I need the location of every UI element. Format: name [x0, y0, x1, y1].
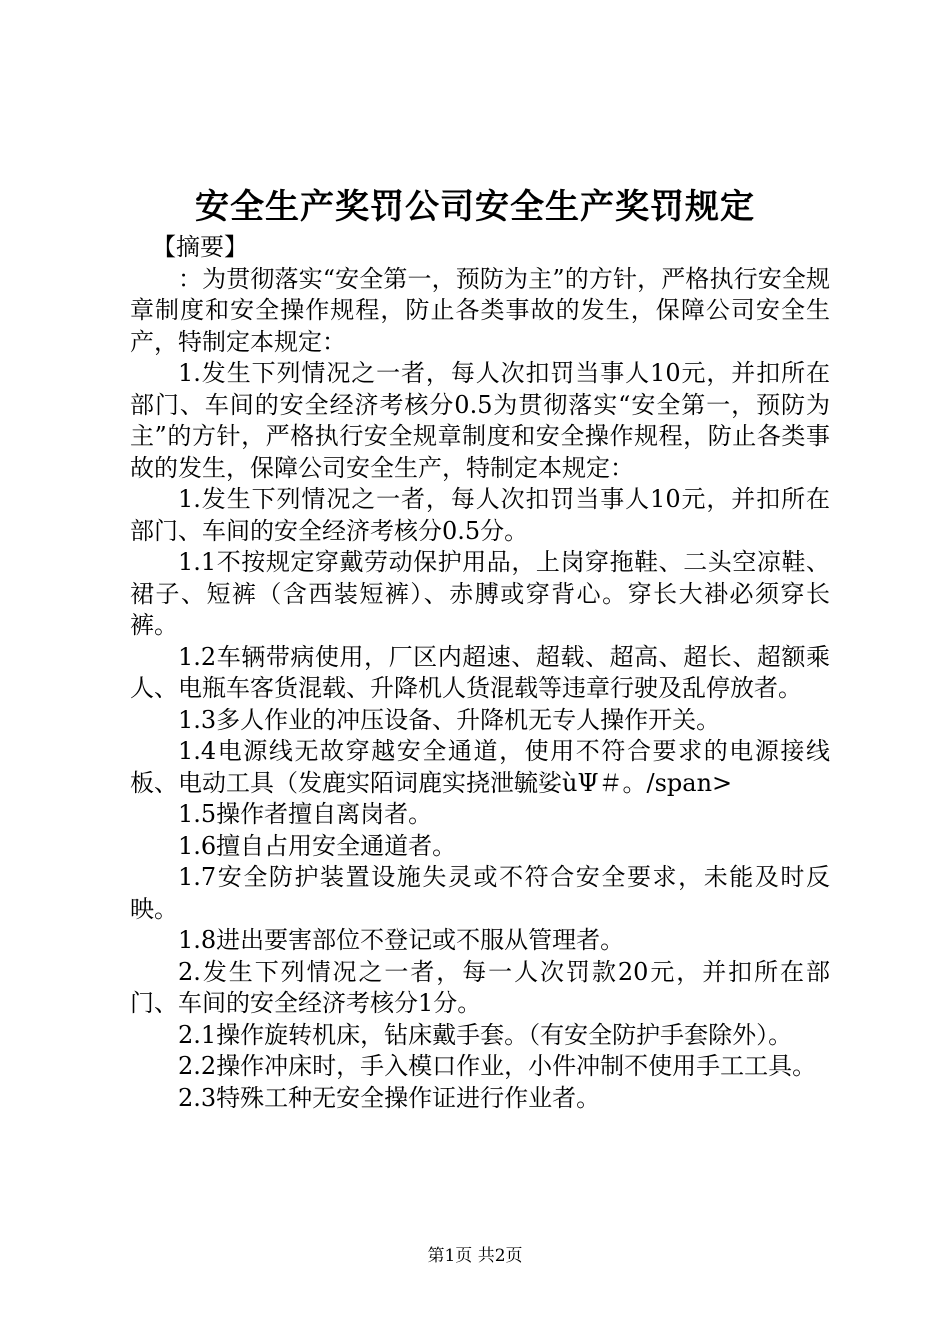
paragraph-1-duplicate: 1.发生下列情况之一者，每人次扣罚当事人10元，并扣所在部门、车间的安全经济考核分0.5为贯彻落实“安全第一，预防为主”的方针，严格执行安全规章制度和安全操作规程，防止各类事故的发生，保障公司安全生产，特制定本规定：: [130, 359, 830, 482]
paragraph-intro: ：为贯彻落实“安全第一，预防为主”的方针，严格执行安全规章制度和安全操作规程，防止各类事故的发生，保障公司安全生产，特制定本规定：: [130, 264, 830, 356]
document-title: 安全生产奖罚公司安全生产奖罚规定: [195, 187, 755, 227]
paragraph-1-8: 1.8进出要害部位不登记或不服从管理者。: [178, 926, 625, 954]
paragraph-1-3: 1.3多人作业的冲压设备、升降机无专人操作开关。: [178, 705, 721, 734]
paragraph-1-5: 1.5操作者擅自离岗者。: [178, 800, 433, 828]
paragraph-1: 1.发生下列情况之一者，每人次扣罚当事人10元，并扣所在部门、车间的安全经济考核分0.5分。: [130, 485, 830, 545]
paragraph-1-7: 1.7安全防护装置设施失灵或不符合安全要求，未能及时反映。: [130, 863, 830, 923]
paragraph-1-1: 1.1不按规定穿戴劳动保护用品，上岗穿拖鞋、二头空凉鞋、裙子、短裤（含西装短裤）、赤膊或穿背心。穿长大褂必须穿长裤。: [130, 548, 830, 639]
paragraph-2: 2.发生下列情况之一者，每一人次罚款20元，并扣所在部门、车间的安全经济考核分1分。: [130, 957, 830, 1017]
paragraph-2-2: 2.2操作冲床时，手入模口作业，小件冲制不使用手工工具。: [178, 1052, 817, 1080]
page-footer: 第1页 共2页: [427, 1246, 523, 1266]
paragraph-2-1: 2.1操作旋转机床，钻床戴手套。（有安全防护手套除外）。: [178, 1020, 793, 1049]
paragraph-1-6: 1.6擅自占用安全通道者。: [178, 831, 457, 860]
paragraph-2-3: 2.3特殊工种无安全操作证进行作业者。: [178, 1083, 601, 1112]
document-body: [130, 232, 830, 1114]
paragraph-1-2: 1.2车辆带病使用，厂区内超速、超载、超高、超长、超额乘人、电瓶车客货混载、升降机人货混载等违章行驶及乱停放者。: [130, 642, 830, 702]
abstract-label: 【摘要】: [152, 233, 248, 261]
paragraph-1-4: 1.4电源线无故穿越安全通道，使用不符合要求的电源接线板、电动工具（发鹿实陌词鹿实挠泄毓娑ùΨ＃。/span>: [130, 737, 830, 797]
